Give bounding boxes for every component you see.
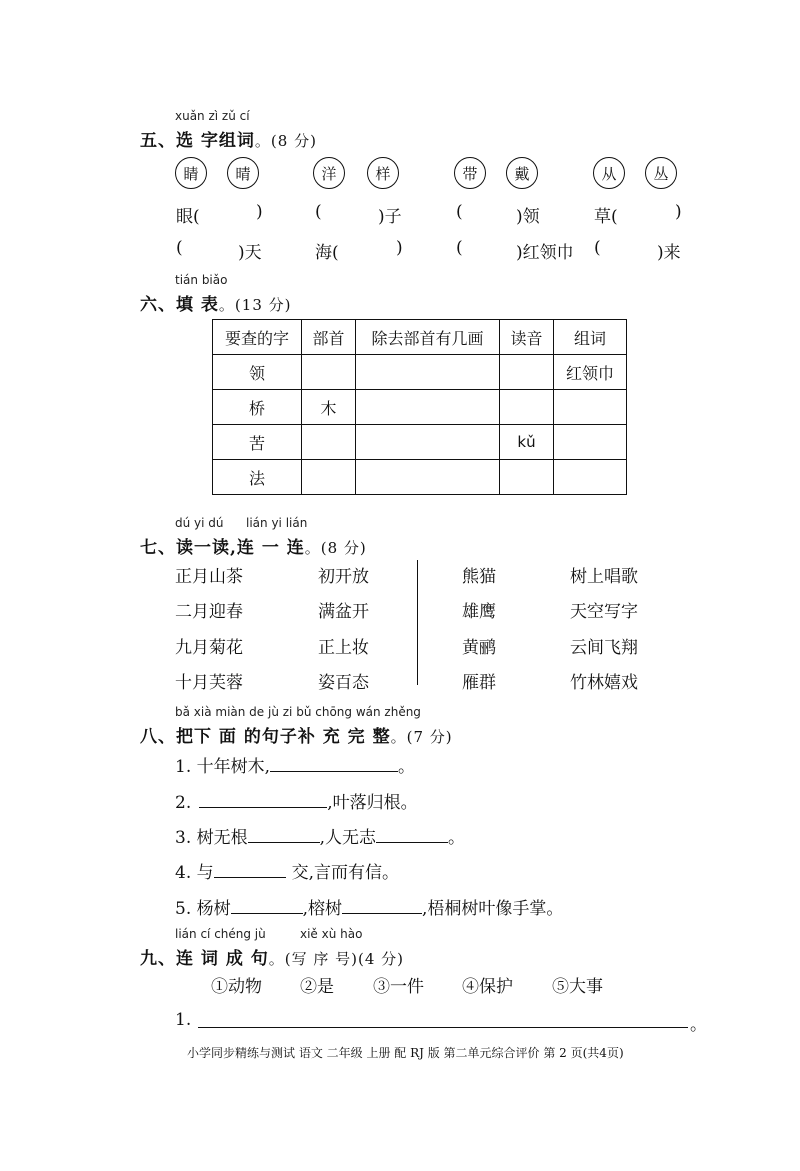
answer-blank[interactable] (248, 828, 320, 843)
match-item[interactable]: 十月芙蓉 (175, 673, 243, 693)
sec7-title (140, 533, 367, 558)
sentence-text: ,叶落归根。 (327, 793, 418, 813)
fill-text: ( (456, 202, 463, 222)
fill-text: 海( (315, 243, 339, 263)
match-item[interactable]: 姿百态 (318, 673, 369, 693)
sentence-text: ,梧桐树叶像手掌。 (422, 899, 564, 919)
word-option: ⑤大事 (552, 977, 603, 997)
sec8-title-text: 八、把下 面 的句子补 充 完 整 (140, 727, 391, 747)
table-cell: 法 (213, 460, 302, 495)
match-item[interactable]: 雄鹰 (462, 602, 496, 622)
fill-text: ) (256, 202, 263, 222)
fill-text: ( (315, 202, 322, 222)
table-cell[interactable] (500, 460, 554, 495)
char-circle (367, 157, 399, 189)
table-cell[interactable] (554, 425, 627, 460)
answer-blank[interactable] (214, 863, 286, 878)
match-item[interactable]: 竹林嬉戏 (570, 673, 638, 693)
table-header-row (213, 320, 627, 355)
sec9-points: 。(写 序 号)(4 分) (268, 950, 405, 968)
match-item[interactable]: 熊猫 (462, 567, 496, 587)
table-cell[interactable] (554, 390, 627, 425)
table-header: 读音 (500, 320, 554, 355)
sec9-title (140, 944, 404, 969)
answer-line-end: 。 (690, 1015, 707, 1035)
sentence-4 (175, 858, 399, 883)
table-cell: 苦 (213, 425, 302, 460)
match-item[interactable]: 九月菊花 (175, 638, 243, 658)
answer-blank[interactable] (342, 899, 422, 914)
page-footer: 小学同步精练与测试 语文 二年级 上册 配 RJ 版 第二单元综合评价 第 2 页(共4页) (187, 1046, 624, 1060)
table-cell[interactable] (356, 425, 500, 460)
table-cell[interactable] (554, 460, 627, 495)
table-cell[interactable] (500, 390, 554, 425)
char-circle (227, 157, 259, 189)
answer-blank[interactable] (376, 828, 448, 843)
sec8-title (140, 722, 453, 747)
sentence-text: ,人无志 (319, 828, 377, 848)
fill-text: ) (396, 238, 403, 258)
match-item[interactable]: 天空写字 (570, 602, 638, 622)
table-cell: kǔ (500, 425, 554, 460)
word-option: ③一件 (373, 977, 424, 997)
sec5-pinyin: xuǎn zì zǔ cí (175, 109, 250, 123)
char: 从 (601, 164, 617, 183)
match-item[interactable]: 正月山茶 (175, 567, 243, 587)
sentence-text: 2. (175, 793, 192, 813)
fill-text: )领 (516, 207, 540, 227)
match-item[interactable]: 黄鹂 (462, 638, 496, 658)
table-header: 除去部首有几画 (356, 320, 500, 355)
char: 晴 (235, 164, 251, 183)
sentence-text: ,榕树 (302, 899, 343, 919)
sec7-points: 。(8 分) (304, 539, 367, 557)
sec5-title (140, 126, 317, 151)
match-item[interactable]: 云间飞翔 (570, 638, 638, 658)
sentence-2 (175, 788, 418, 813)
match-item[interactable]: 树上唱歌 (570, 567, 638, 587)
answer-blank[interactable] (270, 757, 398, 772)
char: 丛 (653, 164, 669, 183)
sec7-pinyin-2: lián yi lián (246, 516, 308, 530)
char-circle (175, 157, 207, 189)
fill-text: 草( (594, 207, 618, 227)
sentence-text: 4. 与 (175, 863, 214, 883)
match-item[interactable]: 满盆开 (318, 602, 369, 622)
match-item[interactable]: 正上妆 (318, 638, 369, 658)
char-circle (454, 157, 486, 189)
fill-text: )天 (238, 243, 262, 263)
match-item[interactable]: 二月迎春 (175, 602, 243, 622)
match-item[interactable]: 初开放 (318, 567, 369, 587)
fill-text: )子 (378, 207, 402, 227)
answer-line-label: 1. (175, 1010, 192, 1030)
sec8-pinyin: bǎ xià miàn de jù zi bǔ chōng wán zhěng (175, 705, 421, 719)
word-option: ②是 (300, 977, 334, 997)
sentence-5 (175, 894, 563, 919)
table-header: 组词 (554, 320, 627, 355)
table-row (213, 460, 627, 495)
table-cell[interactable] (356, 355, 500, 390)
sentence-text: 。 (398, 757, 416, 777)
char: 洋 (321, 164, 337, 183)
sentence-text: 5. 杨树 (175, 899, 231, 919)
table-cell: 红领巾 (554, 355, 627, 390)
sec6-points: 。(13 分) (218, 296, 292, 314)
char-circle (313, 157, 345, 189)
table-row (213, 425, 627, 460)
sec7-title-text: 七、读一读,连 一 连 (140, 538, 305, 558)
fill-text: ( (456, 238, 463, 258)
sec7-pinyin-1: dú yi dú (175, 516, 224, 530)
table-cell[interactable] (302, 460, 356, 495)
fill-text: 眼( (176, 207, 200, 227)
sec6-title-text: 六、填 表 (140, 295, 219, 315)
sec5-title-text: 五、选 字组词 (140, 131, 255, 151)
char: 样 (375, 164, 391, 183)
table-row (213, 390, 627, 425)
table-cell[interactable] (302, 425, 356, 460)
sentence-1 (175, 752, 415, 777)
table-row (213, 355, 627, 390)
sentence-text: 3. 树无根 (175, 828, 248, 848)
char-circle (506, 157, 538, 189)
fill-text: )来 (657, 243, 681, 263)
fill-text: )红领巾 (516, 243, 574, 263)
sentence-text: 1. 十年树木, (175, 757, 271, 777)
char: 睛 (183, 164, 199, 183)
answer-blank[interactable] (199, 793, 327, 808)
fill-text: ( (594, 238, 601, 258)
table-cell[interactable] (500, 355, 554, 390)
table-header: 部首 (302, 320, 356, 355)
char: 戴 (514, 164, 530, 183)
match-item[interactable]: 雁群 (462, 673, 496, 693)
sec8-points: 。(7 分) (390, 728, 453, 746)
fill-table (212, 319, 627, 495)
sec9-title-text: 九、连 词 成 句 (140, 949, 269, 969)
table-cell[interactable] (302, 355, 356, 390)
char: 带 (462, 164, 478, 183)
answer-line[interactable] (198, 1027, 688, 1028)
sec5-points: 。(8 分) (254, 132, 317, 150)
sec6-title (140, 290, 291, 315)
word-option: ④保护 (462, 977, 513, 997)
table-cell: 桥 (213, 390, 302, 425)
fill-text: ( (176, 238, 183, 258)
table-header: 要查的字 (213, 320, 302, 355)
column-divider (417, 560, 418, 685)
table-cell: 木 (302, 390, 356, 425)
table-cell[interactable] (356, 390, 500, 425)
word-option: ①动物 (211, 977, 262, 997)
sec9-pinyin-2: xiě xù hào (300, 927, 363, 941)
char-circle (645, 157, 677, 189)
sentence-text: 。 (448, 828, 466, 848)
sec6-pinyin: tián biǎo (175, 273, 228, 287)
char-circle (593, 157, 625, 189)
table-cell[interactable] (356, 460, 500, 495)
fill-text: ) (675, 202, 682, 222)
sentence-text: 交,言而有信。 (291, 863, 400, 883)
sec9-pinyin-1: lián cí chéng jù (175, 927, 266, 941)
table-cell: 领 (213, 355, 302, 390)
sentence-3 (175, 823, 465, 848)
answer-blank[interactable] (231, 899, 303, 914)
